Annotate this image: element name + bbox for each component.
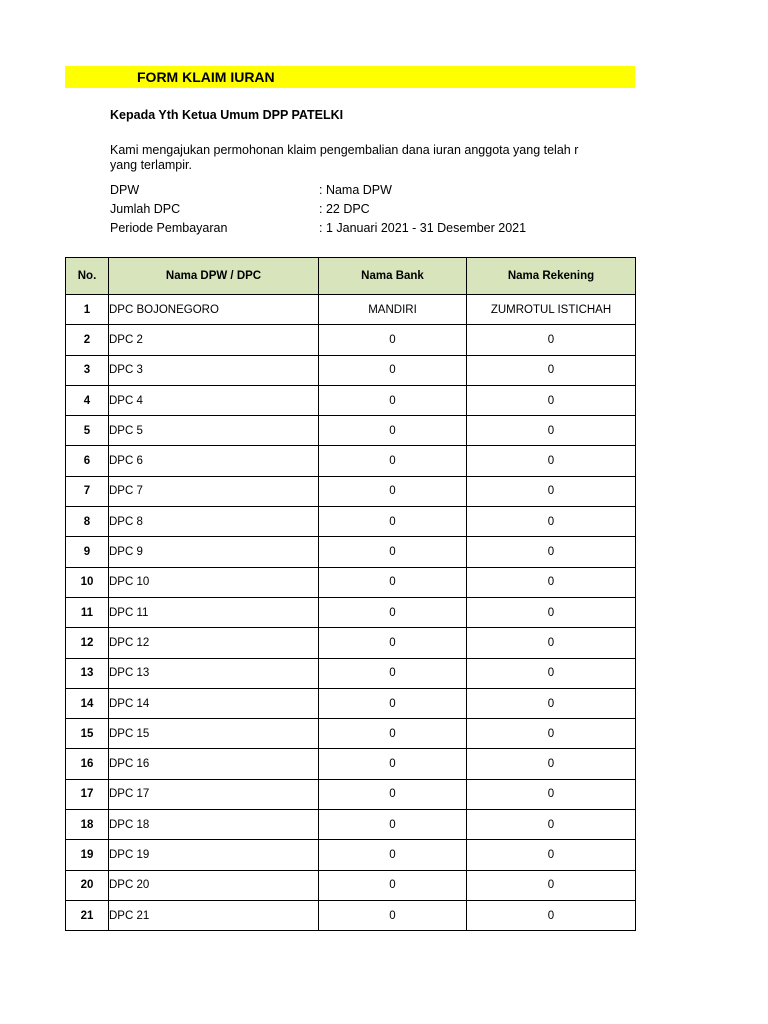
row-nama-bank: 0 — [319, 900, 467, 930]
row-nama-bank: 0 — [319, 810, 467, 840]
row-number: 9 — [66, 537, 109, 567]
table-row — [66, 355, 636, 385]
request-paragraph — [110, 143, 635, 173]
row-number: 5 — [66, 416, 109, 446]
row-number: 1 — [66, 295, 109, 325]
table-row — [66, 779, 636, 809]
row-nama-rekening: 0 — [467, 385, 636, 415]
row-nama-rekening: 0 — [467, 597, 636, 627]
row-nama-dpc: DPC 6 — [109, 446, 319, 476]
row-nama-bank: MANDIRI — [319, 295, 467, 325]
table-row — [66, 507, 636, 537]
table-row — [66, 870, 636, 900]
row-nama-rekening: 0 — [467, 567, 636, 597]
row-nama-rekening: ZUMROTUL ISTICHAH — [467, 295, 636, 325]
row-nama-rekening: 0 — [467, 355, 636, 385]
row-nama-dpc: DPC 16 — [109, 749, 319, 779]
row-nama-bank: 0 — [319, 628, 467, 658]
row-number: 7 — [66, 476, 109, 506]
row-nama-bank: 0 — [319, 870, 467, 900]
row-nama-dpc: DPC 21 — [109, 900, 319, 930]
row-number: 4 — [66, 385, 109, 415]
row-number: 21 — [66, 900, 109, 930]
table-row — [66, 385, 636, 415]
table-row — [66, 719, 636, 749]
row-nama-bank: 0 — [319, 446, 467, 476]
row-nama-dpc: DPC BOJONEGORO — [109, 295, 319, 325]
paragraph-line-1: Kami mengajukan permohonan klaim pengembalian dana iuran anggota yang telah r — [110, 143, 579, 157]
recipient-line: Kepada Yth Ketua Umum DPP PATELKI — [110, 108, 344, 122]
col-header-nama-bank: Nama Bank — [319, 258, 467, 295]
row-nama-bank: 0 — [319, 597, 467, 627]
table-row — [66, 840, 636, 870]
row-nama-dpc: DPC 13 — [109, 658, 319, 688]
table-header-row — [66, 258, 636, 295]
row-nama-rekening: 0 — [467, 840, 636, 870]
table-row — [66, 688, 636, 718]
row-nama-rekening: 0 — [467, 537, 636, 567]
row-number: 11 — [66, 597, 109, 627]
table-row — [66, 476, 636, 506]
row-nama-dpc: DPC 9 — [109, 537, 319, 567]
row-nama-dpc: DPC 15 — [109, 719, 319, 749]
row-nama-dpc: DPC 3 — [109, 355, 319, 385]
row-nama-dpc: DPC 4 — [109, 385, 319, 415]
col-header-nama-rekening: Nama Rekening — [467, 258, 636, 295]
info-label-periode: Periode Pembayaran — [110, 221, 228, 235]
row-nama-rekening: 0 — [467, 325, 636, 355]
row-number: 19 — [66, 840, 109, 870]
row-nama-bank: 0 — [319, 385, 467, 415]
row-nama-rekening: 0 — [467, 476, 636, 506]
row-nama-dpc: DPC 18 — [109, 810, 319, 840]
info-label-jumlah-dpc: Jumlah DPC — [110, 202, 181, 216]
row-nama-dpc: DPC 5 — [109, 416, 319, 446]
row-nama-dpc: DPC 20 — [109, 870, 319, 900]
table-row — [66, 416, 636, 446]
row-nama-rekening: 0 — [467, 779, 636, 809]
paragraph-line-2: yang terlampir. — [110, 158, 192, 172]
info-label-dpw: DPW — [110, 183, 140, 197]
row-nama-rekening: 0 — [467, 900, 636, 930]
info-value-dpw: : Nama DPW — [319, 183, 392, 197]
row-nama-rekening: 0 — [467, 688, 636, 718]
row-nama-rekening: 0 — [467, 719, 636, 749]
table-row — [66, 900, 636, 930]
table-row — [66, 537, 636, 567]
row-number: 15 — [66, 719, 109, 749]
row-nama-rekening: 0 — [467, 507, 636, 537]
row-nama-bank: 0 — [319, 507, 467, 537]
row-nama-rekening: 0 — [467, 658, 636, 688]
row-number: 17 — [66, 779, 109, 809]
row-nama-bank: 0 — [319, 416, 467, 446]
row-number: 3 — [66, 355, 109, 385]
row-nama-rekening: 0 — [467, 870, 636, 900]
table-row — [66, 749, 636, 779]
row-number: 14 — [66, 688, 109, 718]
row-nama-dpc: DPC 12 — [109, 628, 319, 658]
row-nama-bank: 0 — [319, 719, 467, 749]
info-value-periode: : 1 Januari 2021 - 31 Desember 2021 — [319, 221, 527, 235]
row-number: 12 — [66, 628, 109, 658]
row-number: 18 — [66, 810, 109, 840]
row-nama-bank: 0 — [319, 779, 467, 809]
row-nama-bank: 0 — [319, 749, 467, 779]
row-nama-dpc: DPC 10 — [109, 567, 319, 597]
row-nama-bank: 0 — [319, 476, 467, 506]
row-number: 10 — [66, 567, 109, 597]
row-nama-bank: 0 — [319, 658, 467, 688]
row-nama-dpc: DPC 14 — [109, 688, 319, 718]
claim-table — [65, 257, 636, 931]
row-nama-bank: 0 — [319, 325, 467, 355]
row-number: 8 — [66, 507, 109, 537]
row-nama-dpc: DPC 17 — [109, 779, 319, 809]
row-nama-bank: 0 — [319, 537, 467, 567]
table-row — [66, 567, 636, 597]
table-row — [66, 295, 636, 325]
row-nama-bank: 0 — [319, 840, 467, 870]
row-number: 16 — [66, 749, 109, 779]
row-nama-dpc: DPC 19 — [109, 840, 319, 870]
row-nama-rekening: 0 — [467, 810, 636, 840]
row-number: 13 — [66, 658, 109, 688]
row-number: 6 — [66, 446, 109, 476]
table-row — [66, 810, 636, 840]
table-row — [66, 446, 636, 476]
row-nama-dpc: DPC 11 — [109, 597, 319, 627]
table-row — [66, 628, 636, 658]
row-nama-bank: 0 — [319, 355, 467, 385]
info-value-jumlah-dpc: : 22 DPC — [319, 202, 370, 216]
table-row — [66, 658, 636, 688]
row-nama-rekening: 0 — [467, 446, 636, 476]
col-header-no: No. — [66, 258, 109, 295]
row-nama-bank: 0 — [319, 567, 467, 597]
row-nama-rekening: 0 — [467, 416, 636, 446]
row-nama-rekening: 0 — [467, 749, 636, 779]
row-nama-dpc: DPC 7 — [109, 476, 319, 506]
row-number: 20 — [66, 870, 109, 900]
table-row — [66, 325, 636, 355]
table-row — [66, 597, 636, 627]
row-nama-rekening: 0 — [467, 628, 636, 658]
row-number: 2 — [66, 325, 109, 355]
row-nama-dpc: DPC 2 — [109, 325, 319, 355]
row-nama-dpc: DPC 8 — [109, 507, 319, 537]
col-header-nama-dpw-dpc: Nama DPW / DPC — [109, 258, 319, 295]
row-nama-bank: 0 — [319, 688, 467, 718]
form-title: FORM KLAIM IURAN — [137, 69, 275, 85]
